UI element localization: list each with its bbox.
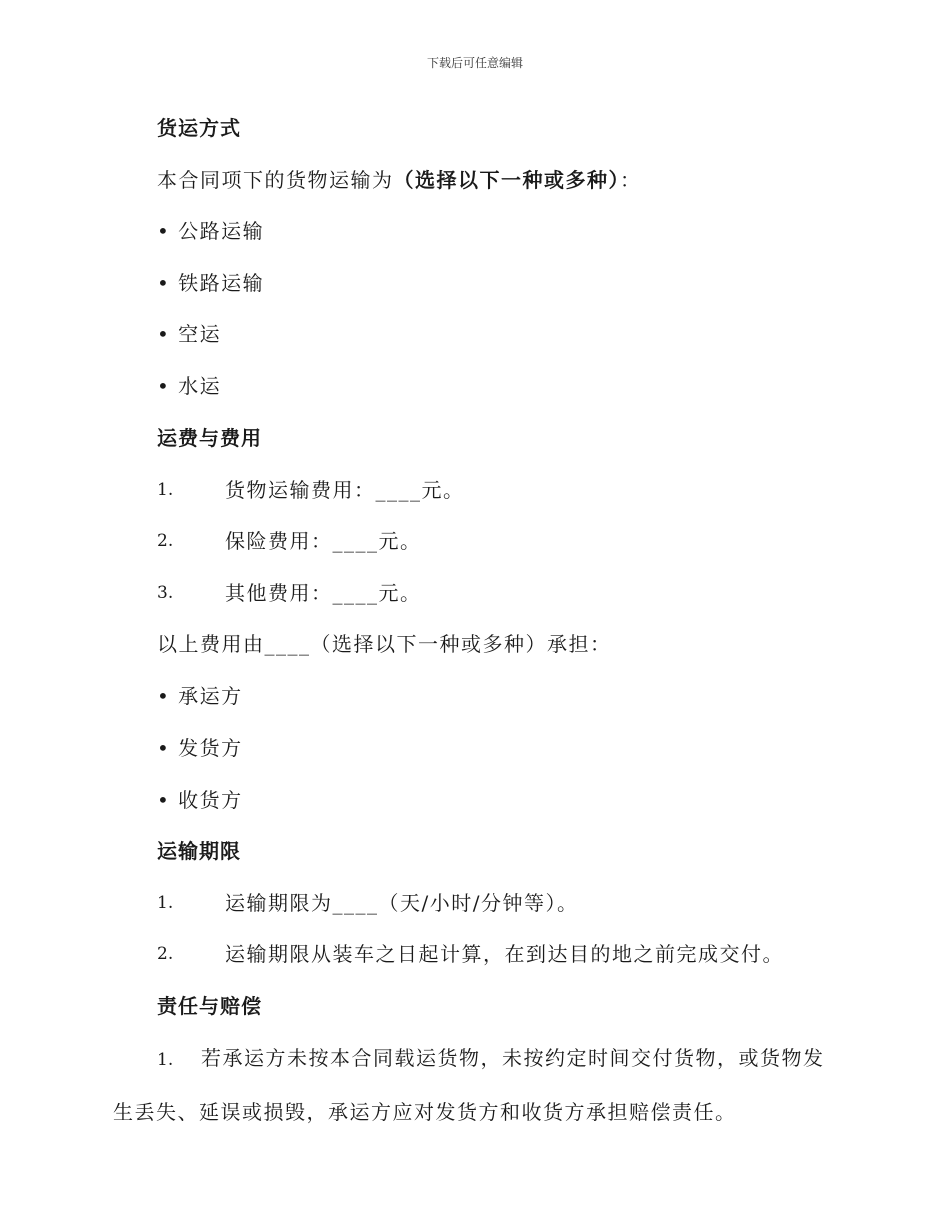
fee-item-number: 3. <box>157 583 174 603</box>
shipping-option-water: • 水运 <box>157 374 222 398</box>
shipping-option-road: • 公路运输 <box>157 219 265 243</box>
section-title-fees: 运费与费用 <box>157 426 262 450</box>
shipping-intro <box>157 168 642 192</box>
fee-item-number: 2. <box>157 531 174 551</box>
fee-item-other: 其他费用：____元。 <box>225 581 422 605</box>
period-item-start: 运输期限从装车之日起计算，在到达目的地之前完成交付。 <box>225 942 784 966</box>
fee-item-insurance: 保险费用：____元。 <box>225 529 422 553</box>
section-title-period: 运输期限 <box>157 839 241 863</box>
bearer-option-shipper: • 发货方 <box>157 736 243 760</box>
period-item-duration: 运输期限为____（天/小时/分钟等）。 <box>225 891 579 915</box>
bearer-option-consignee: • 收货方 <box>157 788 243 812</box>
fee-bearer-text: 以上费用由____（选择以下一种或多种）承担： <box>157 632 612 656</box>
shipping-option-air: • 空运 <box>157 322 222 346</box>
period-item-number: 1. <box>157 893 174 913</box>
section-title-liability: 责任与赔偿 <box>157 994 262 1018</box>
fee-item-transport: 货物运输费用：____元。 <box>225 478 465 502</box>
fee-item-number: 1. <box>157 480 174 500</box>
liability-paragraph <box>113 1032 838 1138</box>
shipping-intro-prefix: 本合同项下的货物运输为 <box>157 168 394 192</box>
liability-item-number: 1. <box>157 1050 174 1070</box>
shipping-option-rail: • 铁路运输 <box>157 271 265 295</box>
section-title-shipping: 货运方式 <box>157 116 241 140</box>
shipping-intro-suffix: ： <box>620 168 642 192</box>
liability-item-text: 若承运方未按本合同载运货物，未按约定时间交付货物，或货物发生丢失、延误或损毁，承运方应对发货方和收货方承担赔偿责任。 <box>113 1046 825 1124</box>
page-header: 下载后可任意编辑 <box>426 56 523 70</box>
shipping-intro-bold: （选择以下一种或多种） <box>393 168 620 192</box>
bearer-option-carrier: • 承运方 <box>157 684 243 708</box>
period-item-number: 2. <box>157 944 174 964</box>
